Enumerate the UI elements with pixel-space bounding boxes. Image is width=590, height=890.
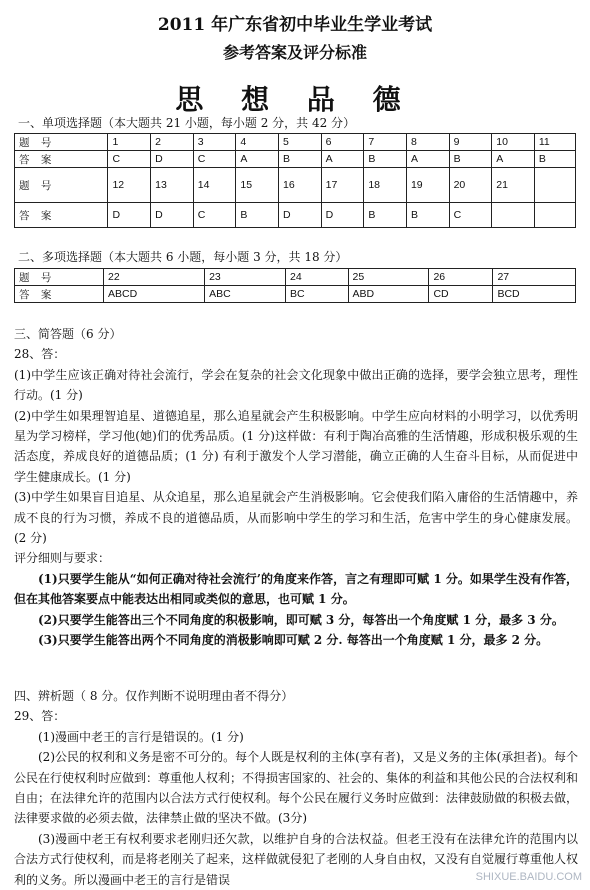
question-number: 23 xyxy=(205,269,286,286)
answer-cell: D xyxy=(151,151,194,168)
watermark: SHIXUE.BAIDU.COM xyxy=(475,871,582,883)
answer-cell: ABD xyxy=(348,286,429,303)
question-number: 7 xyxy=(364,134,407,151)
answer-cell: ABC xyxy=(205,286,286,303)
row-label: 答 案 xyxy=(15,286,104,303)
answer-cell: BC xyxy=(286,286,348,303)
table-row xyxy=(15,286,576,303)
multiple-choice-table xyxy=(14,268,576,303)
row-label: 题 号 xyxy=(15,269,104,286)
single-choice-table xyxy=(14,133,576,228)
answer-cell: B xyxy=(279,151,322,168)
answer-cell xyxy=(534,203,575,228)
question-number: 12 xyxy=(108,168,151,203)
question-number: 8 xyxy=(406,134,449,151)
section1-heading: 一、单项选择题（本大题共 21 小题，每小题 2 分，共 42 分） xyxy=(18,116,356,130)
rubric-item-2: (2)只要学生能答出三个不同角度的积极影响，即可赋 3 分，每答出一个角度赋 1 分，最多 3 分。 xyxy=(38,612,564,627)
question-number: 1 xyxy=(108,134,151,151)
question-number: 13 xyxy=(151,168,194,203)
question-number: 27 xyxy=(493,269,576,286)
answer-cell: A xyxy=(406,151,449,168)
answer-cell: D xyxy=(151,203,194,228)
question-28-label: 28、答： xyxy=(14,347,66,362)
answer-cell: D xyxy=(108,203,151,228)
question-number: 19 xyxy=(406,168,449,203)
section2-heading: 二、多项选择题（本大题共 6 小题，每小题 3 分，共 18 分） xyxy=(18,250,348,264)
question-number: 5 xyxy=(279,134,322,151)
row-label: 答 案 xyxy=(15,203,108,228)
question-number: 21 xyxy=(492,168,535,203)
answer-cell: D xyxy=(279,203,322,228)
answer-cell: C xyxy=(449,203,492,228)
answer-cell: D xyxy=(321,203,364,228)
answer-cell xyxy=(492,203,535,228)
answer-28-point-1: (1)中学生应该正确对待社会流行，学会在复杂的社会文化现象中做出正确的选择，要学会独立思考，理性行动。(1 分) xyxy=(14,367,578,403)
question-number: 24 xyxy=(286,269,348,286)
answer-cell: ABCD xyxy=(104,286,205,303)
question-number: 25 xyxy=(348,269,429,286)
document-subtitle: 参考答案及评分标准 xyxy=(222,43,367,62)
question-number: 11 xyxy=(534,134,575,151)
answer-cell: C xyxy=(193,151,236,168)
answer-28-point-2: (2)中学生如果理智追星、道德追星，那么追星就会产生积极影响。中学生应向材料的小明学习，以优秀明星为学习榜样，学习他(她)们的优秀品质。(1 分)这样做：有利于陶冶高雅的生活情趣，形成积极乐观的生活态度，养成良好的道德品质；(1 分) 有利于激发个人学习潜能，确立正确的人生奋斗目标，从而促进中学生健康成长。(1 分) xyxy=(14,408,578,484)
rubric-item-1: (1)只要学生能从“如何正确对待社会流行’的角度来作答，言之有理即可赋 1 分。如果学生没有作答，但在其他答案要点中能表达出相同或类似的意思，也可赋 1 分。 xyxy=(14,571,578,607)
answer-cell: C xyxy=(193,203,236,228)
answer-cell: A xyxy=(236,151,279,168)
question-number: 22 xyxy=(104,269,205,286)
section4-block xyxy=(14,686,578,890)
question-number xyxy=(534,168,575,203)
rubric-item-3: (3)只要学生能答出两个不同角度的消极影响即可赋 2 分. 每答出一个角度赋 1 分，最多 2 分。 xyxy=(38,633,549,648)
answer-cell: BCD xyxy=(493,286,576,303)
table-row xyxy=(15,203,576,228)
answer-cell: A xyxy=(492,151,535,168)
row-label: 答 案 xyxy=(15,151,108,168)
table-row xyxy=(15,168,576,203)
question-number: 3 xyxy=(193,134,236,151)
question-number: 9 xyxy=(449,134,492,151)
section3-block xyxy=(14,324,578,651)
document-title: 2011 年广东省初中毕业生学业考试 xyxy=(157,15,433,35)
answer-cell: B xyxy=(406,203,449,228)
question-number: 2 xyxy=(151,134,194,151)
question-number: 6 xyxy=(321,134,364,151)
question-number: 14 xyxy=(193,168,236,203)
question-number: 15 xyxy=(236,168,279,203)
answer-cell: B xyxy=(364,203,407,228)
question-29-label: 29、答： xyxy=(14,709,66,724)
rubric-heading: 评分细则与要求： xyxy=(14,551,111,566)
answer-cell: C xyxy=(108,151,151,168)
subject-title: 思 想 品 德 xyxy=(175,83,415,116)
answer-29-point-3: (3)漫画中老王有权利要求老刚归还欠款，以维护自身的合法权益。但老王没有在法律允许的范围内以合法方式行使权利，而是将老刚关了起来，这样做就侵犯了老刚的人身自由权，又没有自觉履行尊重他人权利的义务。所以漫画中老王的言行是错误 xyxy=(14,831,579,887)
table-row xyxy=(15,134,576,151)
row-label: 题 号 xyxy=(15,134,108,151)
table-row xyxy=(15,151,576,168)
question-number: 18 xyxy=(364,168,407,203)
question-number: 4 xyxy=(236,134,279,151)
question-number: 17 xyxy=(321,168,364,203)
answer-cell: CD xyxy=(429,286,493,303)
answer-28-point-3: (3)中学生如果盲目追星、从众追星，那么追星就会产生消极影响。它会使我们陷入庸俗的生活情趣中，养成不良的行为习惯，养成不良的道德品质，从而影响中学生的学习和生活，危害中学生的身心健康发展。(2 分) xyxy=(14,490,578,546)
row-label: 题 号 xyxy=(15,168,108,203)
answer-cell: B xyxy=(364,151,407,168)
answer-cell: B xyxy=(534,151,575,168)
section3-heading: 三、简答题（6 分） xyxy=(14,327,122,341)
table-row xyxy=(15,269,576,286)
question-number: 20 xyxy=(449,168,492,203)
question-number: 10 xyxy=(492,134,535,151)
answer-cell: B xyxy=(236,203,279,228)
answer-29-point-2: (2)公民的权利和义务是密不可分的。每个人既是权利的主体(享有者)，又是义务的主体(承担者)。每个公民在行使权利时应做到：尊重他人权利；不得损害国家的、社会的、集体的利益和其他公民的合法权利和自由；在法律允许的范围内以合法方式行使权利。每个公民在履行义务时应做到：法律鼓励做的积极去做，法律要求做的必须去做，法律禁止做的坚决不做。(3分) xyxy=(14,750,579,826)
answer-cell: B xyxy=(449,151,492,168)
section4-heading: 四、辨析题（ 8 分。仅作判断不说明理由者不得分） xyxy=(14,689,294,703)
question-number: 16 xyxy=(279,168,322,203)
answer-29-point-1: (1)漫画中老王的言行是错误的。(1 分) xyxy=(38,729,244,744)
answer-cell: A xyxy=(321,151,364,168)
question-number: 26 xyxy=(429,269,493,286)
